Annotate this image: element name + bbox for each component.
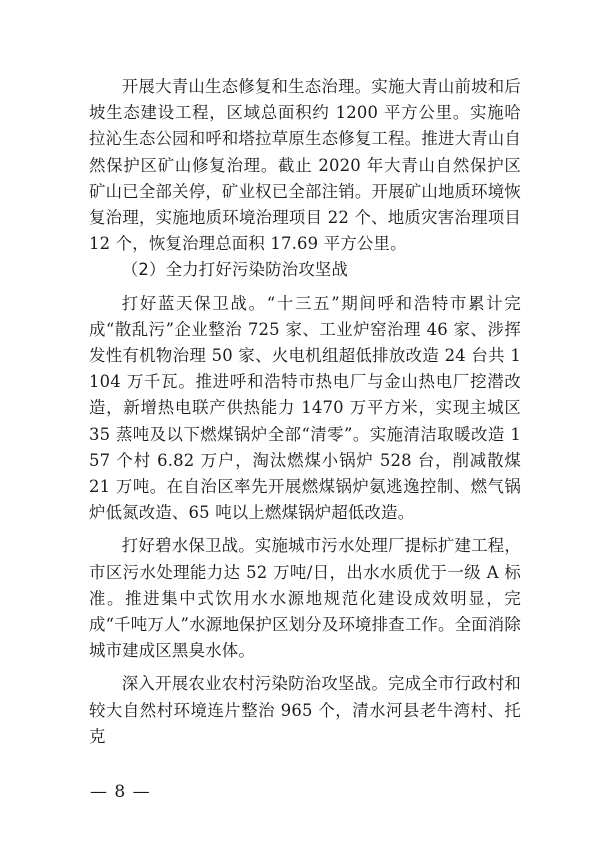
- paragraph-rural-pollution: 深入开展农业农村污染防治攻坚战。完成全市行政村和较大自然村环境连片整治 965 个，清水河县老牛湾村、托克: [89, 674, 521, 746]
- paragraph-ecological-restoration: 开展大青山生态修复和生态治理。实施大青山前坡和后坡生态建设工程，区域总面积约 1200 平方公里。实施哈拉沁生态公园和呼和塔拉草原生态修复工程。推进大青山自然保护区矿山修复治理。截止 2020 年大青山自然保护区矿山已全部关停，矿业权已全部注销。开展矿山地质环境恢复治理，实施地质环境治理项目 22 个、地质灾害治理项目 12 个，恢复治理总面积 17.69 平方公里。: [89, 77, 521, 254]
- document-body: [89, 74, 521, 750]
- paragraph-clear-water-battle: 打好碧水保卫战。实施城市污水处理厂提标扩建工程，市区污水处理能力达 52 万吨/日，出水水质优于一级 A 标准。推进集中式饮用水水源地规范化建设成效明显，完成“千吨万人”水源地保护区划分及环境排查工作。全面消除城市建成区黑臭水体。: [89, 536, 521, 661]
- page-number: — 8 —: [90, 782, 151, 802]
- paragraph-blue-sky-battle: 打好蓝天保卫战。“十三五”期间呼和浩特市累计完成“散乱污”企业整治 725 家、工业炉窑治理 46 家、涉挥发性有机物治理 50 家、火电机组超低排放改造 24 台共 1104 万千瓦。推进呼和浩特市热电厂与金山热电厂挖潜改造，新增热电联产供热能力 1470 万平方米，实现主城区 35 蒸吨及以下燃煤锅炉全部“清零”。实施清洁取暖改造 157 个村 6.82 万户，淘汰燃煤小锅炉 528 台，削减散煤 21 万吨。在自治区率先开展燃煤锅炉氨逃逸控制、燃气锅炉低氮改造、65 吨以上燃煤锅炉超低改造。: [89, 293, 521, 523]
- section-heading-pollution-control: （2）全力打好污染防治攻坚战: [121, 260, 349, 280]
